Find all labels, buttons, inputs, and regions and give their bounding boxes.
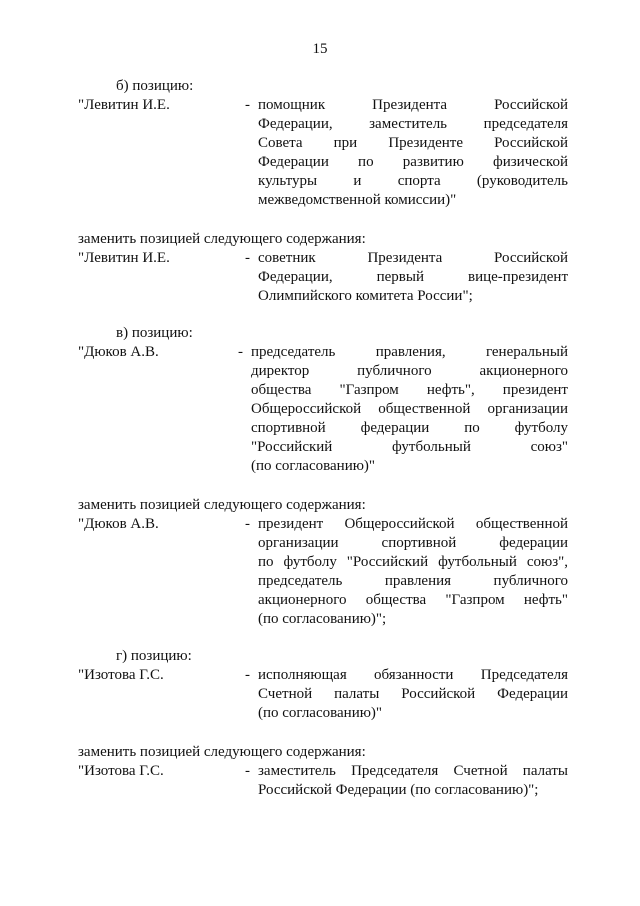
replace-label: заменить позицией следующего содержания: — [78, 744, 366, 760]
description-line: Совета при Президенте Российской — [258, 135, 568, 151]
entry-dash: - — [245, 667, 250, 683]
description-line: Федерации, заместитель председателя — [258, 116, 568, 132]
description-line: заместитель Председателя Счетной палаты — [258, 763, 568, 779]
entry-description — [258, 249, 568, 306]
description-line: "Российский футбольный союз" — [251, 439, 568, 455]
section-label-g: г) позицию: — [116, 648, 192, 664]
entry-new-levitin — [78, 249, 578, 306]
description-line: межведомственной комиссии)" — [258, 192, 457, 208]
description-line: (по согласованию)" — [258, 705, 383, 721]
entry-description — [251, 343, 568, 476]
section-label-v: в) позицию: — [116, 325, 193, 341]
section-label-b: б) позицию: — [116, 78, 194, 94]
entry-description — [258, 666, 568, 723]
entry-new-izotova — [78, 762, 578, 800]
description-line: Федерации по развитию физической — [258, 154, 568, 170]
entry-name: "Дюков А.В. — [78, 516, 159, 532]
description-line: по футболу "Российский футбольный союз", — [258, 554, 568, 570]
page-number: 15 — [312, 41, 328, 57]
replace-label: заменить позицией следующего содержания: — [78, 497, 366, 513]
entry-dash: - — [238, 344, 243, 360]
entry-name: "Дюков А.В. — [78, 344, 159, 360]
entry-dash: - — [245, 250, 250, 266]
entry-name: "Изотова Г.С. — [78, 667, 164, 683]
entry-new-dyukov — [78, 515, 578, 629]
description-line: Федерации, первый вице-президент — [258, 269, 568, 285]
description-line: общества "Газпром нефть", президент — [251, 382, 568, 398]
entry-description — [258, 515, 568, 629]
description-line: (по согласованию)"; — [258, 611, 387, 627]
description-line: культуры и спорта (руководитель — [258, 173, 568, 189]
entry-old-dyukov — [78, 343, 578, 476]
entry-old-levitin — [78, 96, 578, 210]
description-line: помощник Президента Российской — [258, 97, 568, 113]
entry-name: "Изотова Г.С. — [78, 763, 164, 779]
entry-description — [258, 762, 568, 800]
document-body — [78, 77, 578, 800]
description-line: исполняющая обязанности Председателя — [258, 667, 568, 683]
description-line: организации спортивной федерации — [258, 535, 568, 551]
description-line: Олимпийского комитета России"; — [258, 288, 473, 304]
entry-dash: - — [245, 97, 250, 113]
replace-label: заменить позицией следующего содержания: — [78, 231, 366, 247]
entry-name: "Левитин И.Е. — [78, 250, 170, 266]
description-line: советник Президента Российской — [258, 250, 568, 266]
description-line: Общероссийской общественной организации — [251, 401, 568, 417]
entry-description — [258, 96, 568, 210]
entry-name: "Левитин И.Е. — [78, 97, 170, 113]
entry-dash: - — [245, 763, 250, 779]
description-line: акционерного общества "Газпром нефть" — [258, 592, 568, 608]
description-line: председатель правления, генеральный — [251, 344, 568, 360]
entry-dash: - — [245, 516, 250, 532]
description-line: спортивной федерации по футболу — [251, 420, 568, 436]
description-line: Российской Федерации (по согласованию)"; — [258, 782, 539, 798]
description-line: президент Общероссийской общественной — [258, 516, 568, 532]
description-line: председатель правления публичного — [258, 573, 568, 589]
description-line: директор публичного акционерного — [251, 363, 568, 379]
entry-old-izotova — [78, 666, 578, 723]
description-line: (по согласованию)" — [251, 458, 376, 474]
description-line: Счетной палаты Российской Федерации — [258, 686, 568, 702]
